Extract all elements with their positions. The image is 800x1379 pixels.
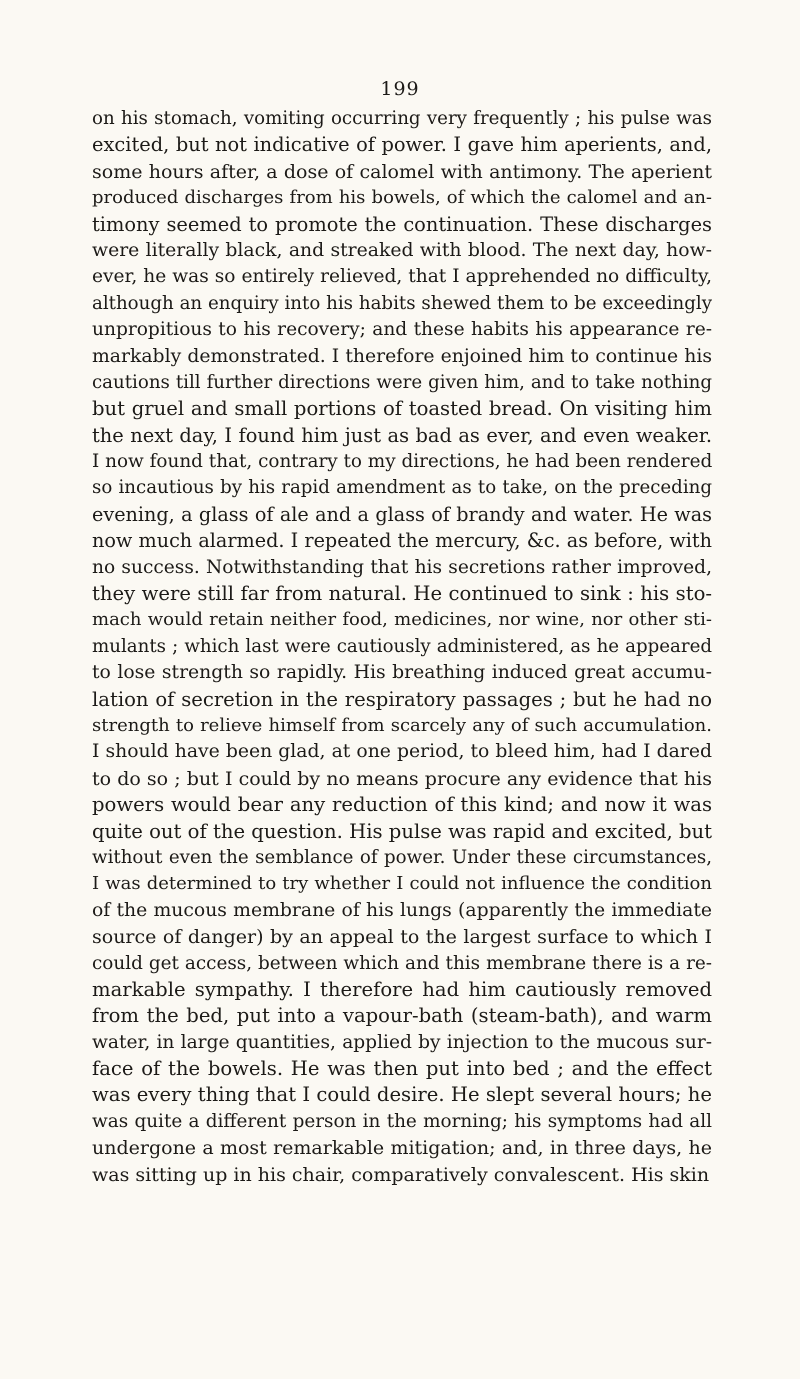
text-line: were literally black, and streaked with blood. The next day, how- xyxy=(92,239,712,261)
text-line: of the mucous membrane of his lungs (apparently the immediate xyxy=(92,899,712,921)
text-line: I should have been glad, at one period, to bleed him, had I dared xyxy=(92,741,712,763)
text-line: was every thing that I could desire. He slept several hours; he xyxy=(92,1083,712,1107)
text-line: produced discharges from his bowels, of which the calomel and an- xyxy=(92,187,712,209)
text-line: but gruel and small portions of toasted bread. On visiting him xyxy=(92,397,712,421)
text-line: markable sympathy. I therefore had him cautiously removed xyxy=(92,977,712,1001)
text-line: on his stomach, vomiting occurring very frequently ; his pulse was xyxy=(92,108,712,129)
text-line: quite out of the question. His pulse was rapid and excited, but xyxy=(92,819,712,843)
text-line: mach would retain neither food, medicines, nor wine, nor other sti- xyxy=(92,609,712,631)
text-line: the next day, I found him just as bad as ever, and even weaker. xyxy=(92,423,712,447)
text-line: cautions till further directions were given him, and to take nothing xyxy=(92,371,712,393)
text-line: to lose strength so rapidly. His breathing induced great accumu- xyxy=(92,662,712,684)
text-line: strength to relieve himself from scarcely any of such accumulation. xyxy=(92,714,712,736)
text-line: no success. Notwithstanding that his secretions rather improved, xyxy=(92,556,712,578)
text-line: was sitting up in his chair, comparatively convalescent. His skin xyxy=(92,1163,710,1186)
text-line: from the bed, put into a vapour-bath (steam-bath), and warm xyxy=(92,1004,712,1028)
text-line: now much alarmed. I repeated the mercury, &c. as before, with xyxy=(92,529,712,553)
text-line: mulants ; which last were cautiously administered, as he appeared xyxy=(92,635,712,657)
text-line: undergone a most remarkable mitigation; and, in three days, he xyxy=(92,1137,712,1160)
text-line: face of the bowels. He was then put into bed ; and the effect xyxy=(92,1057,712,1081)
text-line: so incautious by his rapid amendment as to take, on the preceding xyxy=(92,477,712,499)
text-line: excited, but not indicative of power. I gave him aperients, and, xyxy=(92,133,712,157)
text-line: ever, he was so entirely relieved, that I apprehended no difficulty, xyxy=(92,266,712,288)
text-line: markably demonstrated. I therefore enjoined him to continue his xyxy=(92,345,712,367)
text-line: evening, a glass of ale and a glass of brandy and water. He was xyxy=(92,502,712,526)
text-line: I was determined to try whether I could not influence the condition xyxy=(92,873,712,895)
text-line: I now found that, contrary to my directions, he had been rendered xyxy=(92,451,713,473)
text-line: water, in large quantities, applied by injection to the mucous sur- xyxy=(92,1031,712,1053)
text-line: lation of secretion in the respiratory passages ; but he had no xyxy=(92,687,712,711)
text-line: unpropitious to his recovery; and these habits his appearance re- xyxy=(92,319,712,341)
text-line: source of danger) by an appeal to the largest surface to which I xyxy=(92,926,712,949)
text-line: to do so ; but I could by no means procure any evidence that his xyxy=(92,767,712,790)
text-line: timony seemed to promote the continuation. These discharges xyxy=(92,212,712,236)
text-line: some hours after, a dose of calomel with antimony. The aperient xyxy=(92,160,712,183)
text-line: they were still far from natural. He continued to sink : his sto- xyxy=(92,582,712,606)
text-line: could get access, between which and this membrane there is a re- xyxy=(92,952,712,974)
text-line: without even the semblance of power. Under these circumstances, xyxy=(92,846,712,868)
text-line: powers would bear any reduction of this kind; and now it was xyxy=(92,793,712,817)
page-number: 199 xyxy=(380,78,420,100)
text-line: although an enquiry into his habits shewed them to be exceedingly xyxy=(92,292,712,314)
text-line: was quite a different person in the morning; his symptoms had all xyxy=(92,1110,712,1132)
body-text xyxy=(92,106,712,1188)
